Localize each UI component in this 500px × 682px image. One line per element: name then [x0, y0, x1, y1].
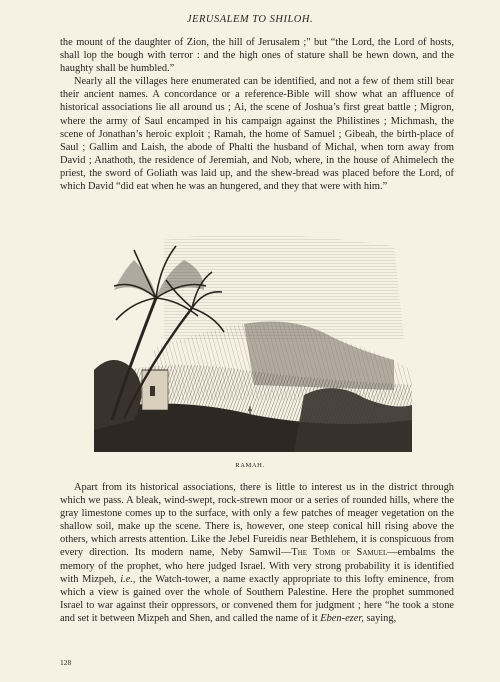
ramah-engraving: [94, 220, 412, 452]
figure-caption: RAMAH.: [235, 462, 265, 469]
eben-ezer: Eben-ezer,: [320, 612, 364, 624]
tomb-of-samuel: The Tomb of Samuel: [291, 547, 388, 559]
paragraph-district-start: Apart from its historical associations, there is little to interest us in the district through which we pass. A bleak, wind-swept, rock-strewn moor or a series of rounded hills, where the gray limestone comes up to the surface, with only a few patches of meager vegetation on the shallow soil, make up the scene. There is, however, one steep conical hill rising above the others, which arrests attention. Like the Jebel Fureidis near Bethlehem, it is conspicuous from every direction. Its modern name, Neby Samwil—: [60, 482, 454, 559]
running-head: JERUSALEM TO SHILOH.: [186, 14, 314, 25]
paragraph-district-end: saying,: [363, 612, 397, 624]
lower-text-block: [60, 481, 454, 625]
paragraph-district-mid: —embalms the memory of the prophet, who here judged Israel. With very strong probability it is identified with Mizpeh,: [60, 547, 454, 585]
upper-text-block: [60, 36, 454, 193]
paragraph-district-mid2: the Watch-tower, a name exactly appropriate to this lofty eminence, from which a view is gained over the whole of Southern Palestine. Here the prophet summoned Israel to war against their oppressors, or convened them for judgment ; here “he took a stone and set it between Mizpeh and Shen, and called the name of it: [60, 573, 454, 624]
paragraph-continued: the mount of the daughter of Zion, the hill of Jerusalem ;" but “the Lord, the Lord of hosts, shall lop the bough with terror : and the high ones of stature shall be hewn down, and the haughty shall be humbled.”: [60, 37, 454, 75]
paragraph-district: [60, 481, 454, 625]
page-number: 128: [60, 658, 72, 667]
ie-abbreviation: i.e.,: [120, 573, 136, 585]
paragraph-villages: Nearly all the villages here enumerated can be identified, and not a few of them still bear their ancient names. A concordance or a reference-Bible will show what an affluence of historical associations lie all around us ; Ai, the scene of Joshua’s first great battle ; Migron, where the army of Saul encamped in his campaign against the Philistines ; Michmash, the scene of Jonathan’s heroic exploit ; Ramah, the home of Samuel ; Gibeah, the birth-place of Saul ; Gallim and Laish, the abode of Phalti the husband of Michal, when torn away from David ; Anathoth, the residence of Jeremiah, and Nob, where, in the house of Ahimelech the priest, the sword of Goliath was laid up, and the shew-bread was placed before the Lord, of which David “did eat when he was an hungered, and they that were with him.”: [60, 76, 454, 193]
